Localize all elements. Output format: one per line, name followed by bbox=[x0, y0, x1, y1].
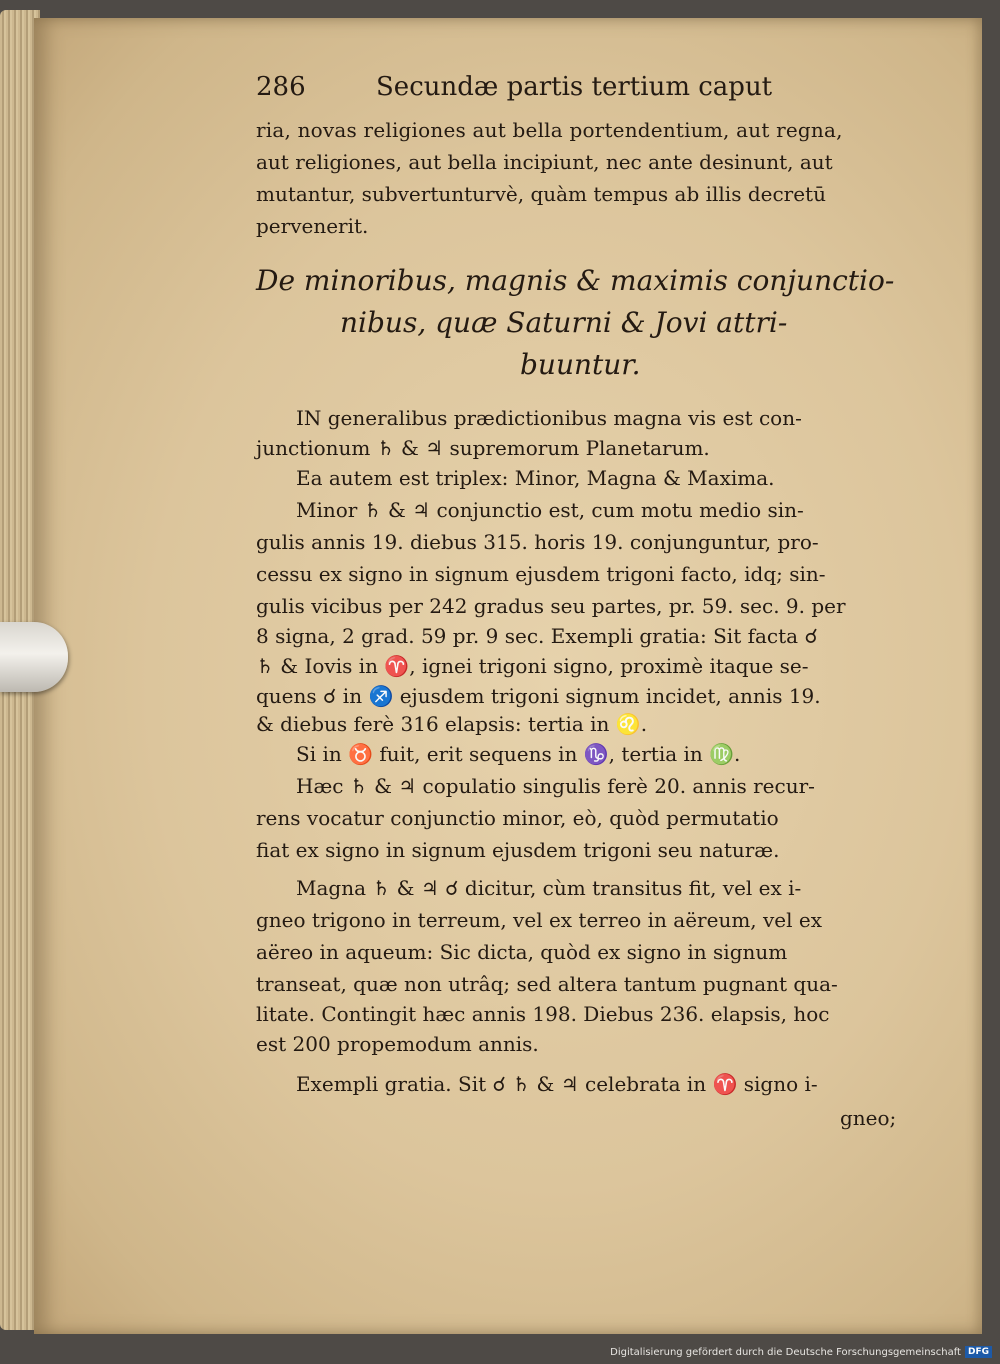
section-heading-line: De minoribus, magnis & maximis conjunctio- bbox=[256, 264, 895, 297]
intro-line: pervenerit. bbox=[256, 214, 369, 238]
body-line: transeat, quæ non utrâq; sed altera tantum pugnant qua- bbox=[256, 972, 838, 996]
intro-line: ria, novas religiones aut bella portendentium, aut regna, bbox=[256, 118, 843, 142]
credit-text: Digitalisierung gefördert durch die Deutsche Forschungsgemeinschaft bbox=[610, 1346, 961, 1358]
body-line: & diebus ferè 316 elapsis: tertia in ♌. bbox=[256, 712, 648, 736]
body-line: Ea autem est triplex: Minor, Magna & Maxima. bbox=[296, 466, 775, 490]
body-line: Magna ♄ & ♃ ☌ dicitur, cùm transitus fit, vel ex i- bbox=[296, 876, 802, 900]
section-heading-line: nibus, quæ Saturni & Jovi attri- bbox=[340, 306, 788, 339]
body-line: junctionum ♄ & ♃ supremorum Planetarum. bbox=[256, 436, 710, 460]
body-line: gneo trigono in terreum, vel ex terreo in aëreum, vel ex bbox=[256, 908, 823, 932]
catchword: gneo; bbox=[840, 1106, 897, 1130]
intro-line: aut religiones, aut bella incipiunt, nec ante desinunt, aut bbox=[256, 150, 833, 174]
page-clip bbox=[0, 622, 68, 692]
body-line: rens vocatur conjunctio minor, eò, quòd permutatio bbox=[256, 806, 779, 830]
body-line: aëreo in aqueum: Sic dicta, quòd ex signo in signum bbox=[256, 940, 788, 964]
body-line: gulis annis 19. diebus 315. horis 19. conjunguntur, pro- bbox=[256, 530, 819, 554]
body-line: Hæc ♄ & ♃ copulatio singulis ferè 20. annis recur- bbox=[296, 774, 815, 798]
body-line: est 200 propemodum annis. bbox=[256, 1032, 539, 1056]
body-line: 8 signa, 2 grad. 59 pr. 9 sec. Exempli gratia: Sit facta ☌ bbox=[256, 624, 818, 648]
body-line: fiat ex signo in signum ejusdem trigoni seu naturæ. bbox=[256, 838, 780, 862]
section-heading-line: buuntur. bbox=[520, 348, 641, 381]
body-line: ♄ & Iovis in ♈, ignei trigoni signo, proximè itaque se- bbox=[256, 654, 809, 678]
body-line: IN generalibus prædictionibus magna vis est con- bbox=[296, 406, 802, 430]
dfg-logo: DFG bbox=[965, 1346, 992, 1358]
body-line: cessu ex signo in signum ejusdem trigoni facto, idq; sin- bbox=[256, 562, 826, 586]
body-line: Exempli gratia. Sit ☌ ♄ & ♃ celebrata in ♈ signo i- bbox=[296, 1072, 818, 1096]
body-line: Minor ♄ & ♃ conjunctio est, cum motu medio sin- bbox=[296, 498, 804, 522]
digitization-credit bbox=[610, 1346, 992, 1358]
body-line: gulis vicibus per 242 gradus seu partes, pr. 59. sec. 9. per bbox=[256, 594, 846, 618]
body-line: litate. Contingit hæc annis 198. Diebus 236. elapsis, hoc bbox=[256, 1002, 830, 1026]
body-line: Si in ♉ fuit, erit sequens in ♑, tertia in ♍. bbox=[296, 742, 741, 766]
intro-line: mutantur, subvertunturvè, quàm tempus ab illis decretū bbox=[256, 182, 826, 206]
running-head: Secundæ partis tertium caput bbox=[376, 72, 773, 102]
body-line: quens ☌ in ♐ ejusdem trigoni signum incidet, annis 19. bbox=[256, 684, 821, 708]
page-number: 286 bbox=[256, 72, 306, 102]
